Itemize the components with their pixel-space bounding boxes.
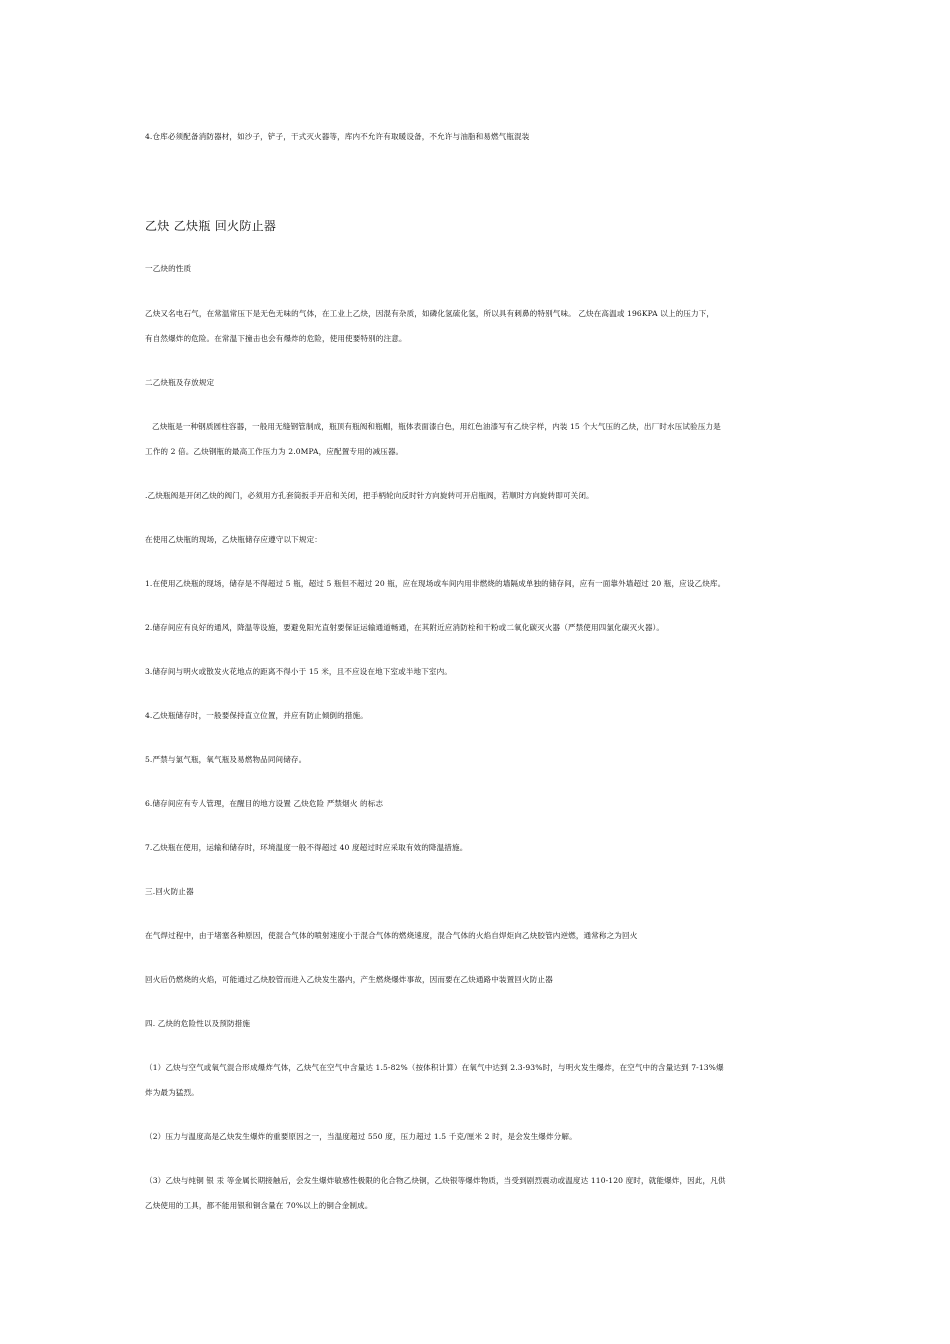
section-2-heading: 二乙炔瓶及存放规定 — [145, 378, 215, 387]
section-4-item-1-line-1: （1）乙炔与空气或氧气混合形成爆炸气体，乙炔气在空气中含量达 1.5-82%（按体积计算）在氧气中达到 2.3-93%时，与明火发生爆炸，在空气中的含量达到 7-13%爆 — [145, 1063, 724, 1072]
page-title: 乙炔 乙炔瓶 回火防止器 — [145, 219, 277, 233]
section-1-paragraph-line-1: 乙炔又名电石气，在常温常压下是无色无味的气体，在工业上乙炔，因混有杂质，如磷化氢硫化氢，所以具有刺鼻的特别气味。 乙炔在高温或 196KPA 以上的压力下， — [145, 309, 715, 318]
section-3-paragraph-1: 在气焊过程中，由于堵塞各种原因，使混合气体的喷射速度小于混合气体的燃烧速度，混合气体的火焰自焊炬向乙炔胶管内逆燃，通常称之为回火 — [145, 931, 638, 940]
warehouse-rule-4: 4.仓库必须配备消防器材，如沙子，铲子，干式灭火器等，库内不允许有取暖设备，不允许与油脂和易燃气瓶混装 — [145, 132, 530, 141]
storage-rule-1: 1.在使用乙炔瓶的现场，储存是不得超过 5 瓶，超过 5 瓶但不超过 20 瓶，应在现场或车间内用非燃烧的墙隔成单独的储存间，应有一面靠外墙超过 20 瓶，应设乙炔库。 — [145, 579, 726, 588]
section-4-item-2: （2）压力与温度高是乙炔发生爆炸的重要原因之一，当温度超过 550 度，压力超过 1.5 千克/厘米 2 时，是会发生爆炸分解。 — [145, 1132, 577, 1141]
storage-rule-6: 6.储存间应有专人管理，在醒目的地方设置 乙炔危险 严禁烟火 的标志 — [145, 799, 384, 808]
section-1-heading: 一乙炔的性质 — [145, 264, 192, 273]
storage-rule-4: 4.乙炔瓶储存时，一般要保持直立位置，并应有防止倾倒的措施。 — [145, 711, 368, 720]
section-2-valve-paragraph: .乙炔瓶阀是开闭乙炔的阀门，必须用方孔套筒扳手开启和关闭，把手柄轮向反时针方向旋转可开启瓶阀，若顺时方向旋转即可关闭。 — [145, 491, 594, 500]
section-3-heading: 三.回火防止器 — [145, 887, 194, 896]
storage-rule-5: 5.严禁与氯气瓶，氧气瓶及易燃物品同间储存。 — [145, 755, 307, 764]
storage-rule-3: 3.储存间与明火或散发火花地点的距离不得小于 15 米，且不应设在地下室或半地下室内。 — [145, 667, 452, 676]
section-4-item-1-line-2: 炸为最为猛烈。 — [145, 1088, 199, 1097]
section-4-item-3-line-1: （3）乙炔与纯铜 银 汞 等金属长期接触后，会发生爆炸敏感性极限的化合物乙炔铜，乙炔银等爆炸物质，当受到剧烈震动或温度达 110-120 度时，就能爆炸，因此，凡供 — [145, 1176, 726, 1185]
section-2-storage-intro: 在使用乙炔瓶的现场，乙炔瓶储存应遵守以下规定： — [145, 535, 322, 544]
section-4-item-3-line-2: 乙炔使用的工具，都不能用银和铜含量在 70%以上的铜合金制成。 — [145, 1201, 373, 1210]
section-4-heading: 四. 乙炔的危险性以及预防措施 — [145, 1019, 251, 1028]
storage-rule-2: 2.储存间应有良好的通风，降温等设施，要避免阳光直射要保证运输通道畅通，在其附近应消防栓和干粉或二氧化碳灭火器（严禁使用四氯化碳灭火器）。 — [145, 623, 665, 632]
section-3-paragraph-2: 回火后仍燃烧的火焰，可能通过乙炔胶管而进入乙炔发生器内，产生燃烧爆炸事故，因而要在乙炔通路中装置回火防止器 — [145, 975, 553, 984]
storage-rule-7: 7.乙炔瓶在使用，运输和储存时，环境温度一般不得超过 40 度超过时应采取有效的降温措施。 — [145, 843, 468, 852]
section-1-paragraph-line-2: 有自然爆炸的危险。在常温下撞击也会有爆炸的危险，使用使要特别的注意。 — [145, 334, 407, 343]
section-2-paragraph-line-1: 乙炔瓶是一种钢质圆柱容器，一般用无缝钢管制成，瓶顶有瓶阀和瓶帽，瓶体表面漆白色，用红色油漆写有乙炔字样，内装 15 个大气压的乙炔，出厂时水压试验压力是 — [152, 422, 721, 431]
section-2-paragraph-line-2: 工作的 2 倍。乙炔钢瓶的最高工作压力为 2.0MPA，应配置专用的减压器。 — [145, 447, 404, 456]
